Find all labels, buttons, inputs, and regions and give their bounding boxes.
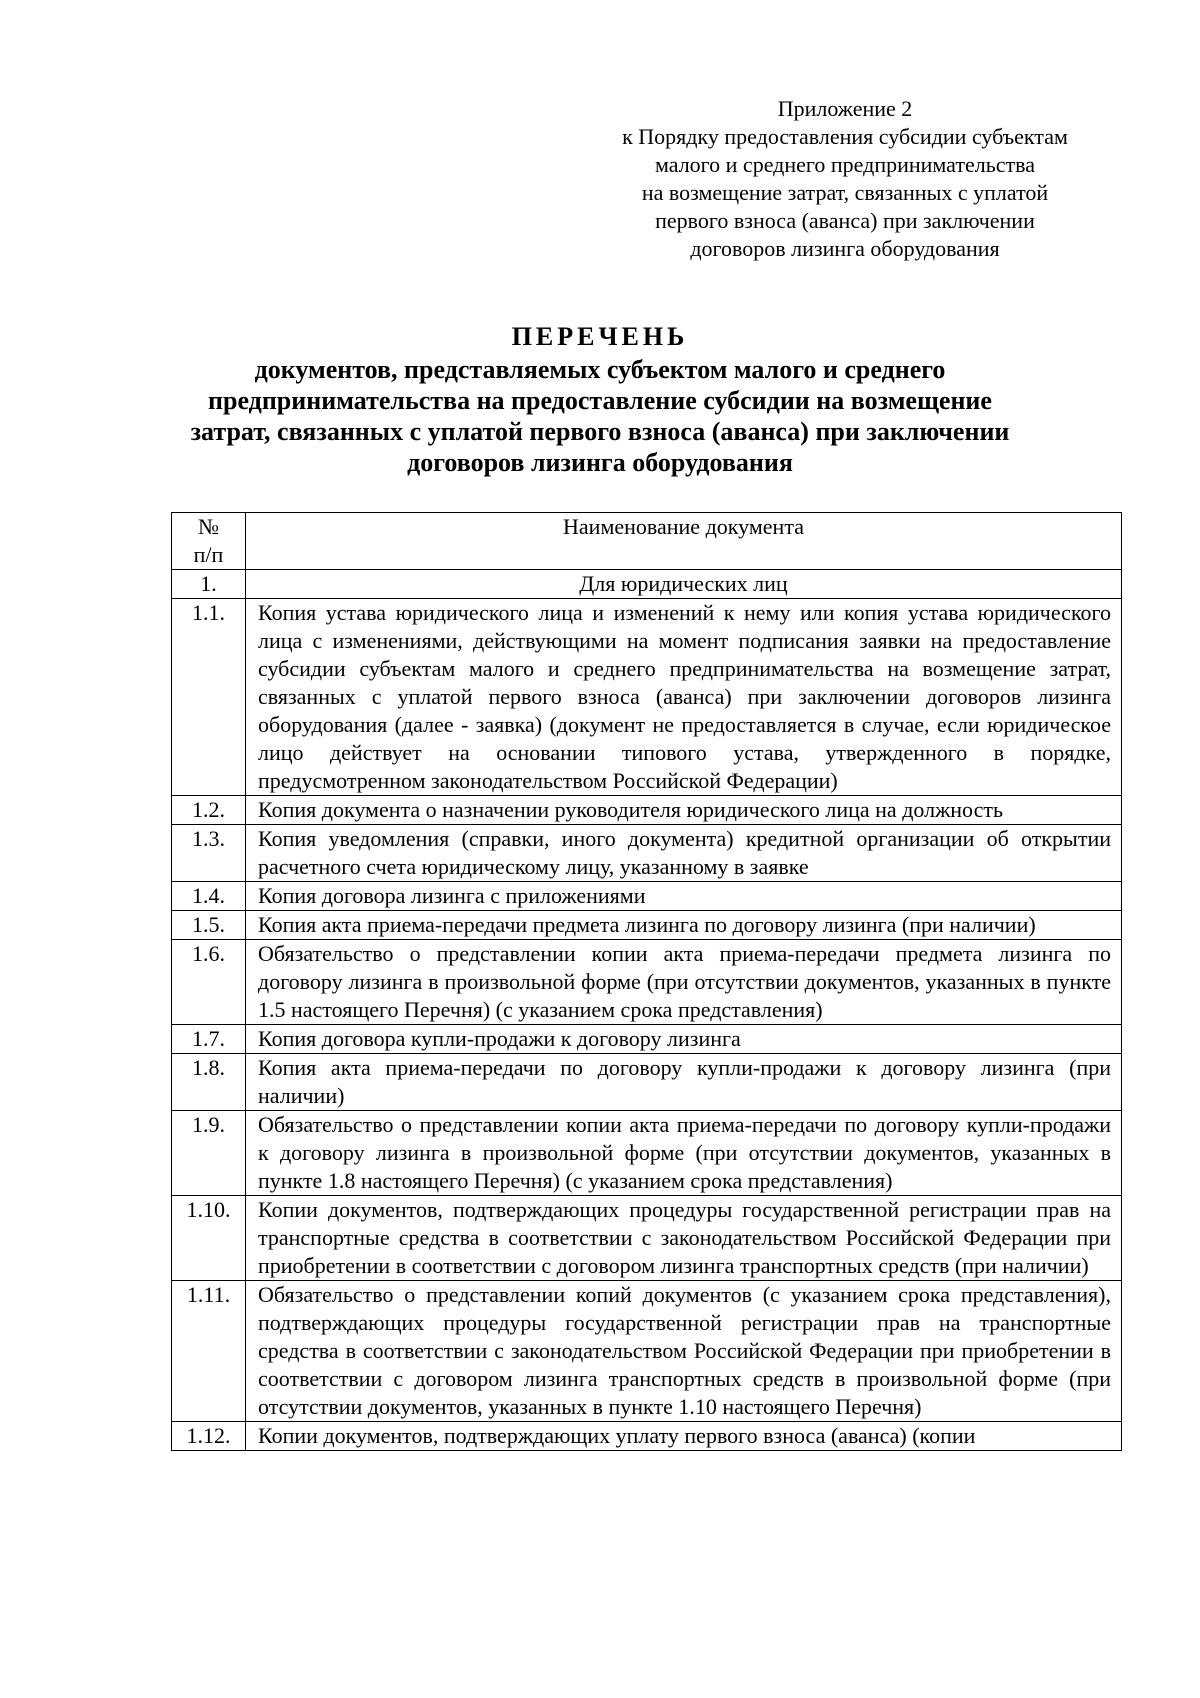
row-text: Копия акта приема-передачи предмета лизинга по договору лизинга (при наличии) [258, 912, 1036, 937]
header-num-line: № [198, 514, 219, 539]
row-text: Копия акта приема-передачи по договору купли-продажи к договору лизинга (при наличии) [258, 1055, 1111, 1108]
table-row [172, 1422, 1122, 1451]
row-text: Обязательство о представлении копии акта приема-передачи предмета лизинга по договору лизинга в произвольной форме (при отсутствии документов, указанных в пункте 1.5 настоящего Перечня) (с указанием срока представления) [258, 941, 1111, 1022]
title-subtitle-line: документов, представляемых субъектом малого и среднего [254, 355, 946, 384]
section-row [172, 570, 1122, 599]
title-subtitle [150, 354, 1050, 478]
header-num-cell [172, 513, 246, 570]
row-text: Обязательство о представлении копий документов (с указанием срока представления), подтверждающих процедуры государственной регистрации прав на транспортные средства в соответствии с законодательством Российской Федерации при приобретении в соответствии с договором лизинга транспортных средств в произвольной форме (при отсутствии документов, указанных в пункте 1.10 настоящего Перечня) [258, 1282, 1111, 1419]
appendix-line: договоров лизинга оборудования [690, 236, 1000, 261]
header-name-cell [246, 513, 1122, 570]
row-num: 1.7. [172, 1025, 246, 1054]
table-row [172, 1025, 1122, 1054]
appendix-line: малого и среднего предпринимательства [654, 152, 1036, 177]
appendix-line: на возмещение затрат, связанных с уплатой [641, 180, 1049, 205]
row-text: Копия уведомления (справки, иного документа) кредитной организации об открытии расчетного счета юридическому лицу, указанному в заявке [258, 826, 1111, 879]
row-num: 1.1. [172, 599, 246, 796]
appendix-header [590, 95, 1100, 263]
header-num-line: п/п [193, 542, 224, 567]
row-text: Обязательство о представлении копии акта приема-передачи по договору купли-продажи к договору лизинга в произвольной форме (при отсутствии документов, указанных в пункте 1.8 настоящего Перечня) (с указанием срока представления) [258, 1112, 1111, 1193]
row-num: 1.6. [172, 940, 246, 1025]
document-title [150, 320, 1050, 478]
row-num: 1.12. [172, 1422, 246, 1451]
row-text: Копия договора лизинга с приложениями [258, 883, 646, 908]
row-num: 1.8. [172, 1054, 246, 1111]
appendix-line: Приложение 2 [777, 96, 913, 121]
row-num: 1.11. [172, 1281, 246, 1422]
title-subtitle-line: затрат, связанных с уплатой первого взноса (аванса) при заключении [190, 417, 1010, 446]
table-row [172, 1281, 1122, 1422]
table-row [172, 940, 1122, 1025]
row-num: 1.5. [172, 911, 246, 940]
row-num: 1.10. [172, 1196, 246, 1281]
row-num: 1.4. [172, 882, 246, 911]
appendix-line: к Порядку предоставления субсидии субъектам [622, 124, 1068, 149]
table-row [172, 599, 1122, 796]
title-subtitle-line: предпринимательства на предоставление субсидии на возмещение [208, 386, 992, 415]
table-row [172, 882, 1122, 911]
appendix-line: первого взноса (аванса) при заключении [655, 208, 1035, 233]
title-main: ПЕРЕЧЕНЬ [511, 322, 689, 351]
row-num: 1.2. [172, 796, 246, 825]
row-num: 1.3. [172, 825, 246, 882]
row-text: Копии документов, подтверждающих процедуры государственной регистрации прав на транспортные средства в соответствии с законодательством Российской Федерации при приобретении в соответствии с договором лизинга транспортных средств (при наличии) [258, 1197, 1111, 1278]
table-row [172, 1111, 1122, 1196]
table-row [172, 911, 1122, 940]
table-row [172, 825, 1122, 882]
section-num: 1. [172, 570, 246, 599]
title-subtitle-line: договоров лизинга оборудования [407, 448, 793, 477]
row-text: Копия договора купли-продажи к договору лизинга [258, 1026, 741, 1051]
documents-table [171, 512, 1122, 1451]
table-row [172, 1196, 1122, 1281]
row-text: Копия документа о назначении руководителя юридического лица на должность [258, 797, 1004, 822]
table-row [172, 1054, 1122, 1111]
header-name: Наименование документа [563, 514, 804, 539]
table-row [172, 796, 1122, 825]
row-text: Копия устава юридического лица и изменений к нему или копия устава юридического лица с изменениями, действующими на момент подписания заявки на предоставление субсидии субъектам малого и среднего предпринимательства на возмещение затрат, связанных с уплатой первого взноса (аванса) при заключении договоров лизинга оборудования (далее - заявка) (документ не предоставляется в случае, если юридическое лицо действует на основании типового устава, утвержденного в порядке, предусмотренном законодательством Российской Федерации) [258, 600, 1111, 793]
row-text: Копии документов, подтверждающих уплату первого взноса (аванса) (копии [258, 1423, 976, 1448]
section-label: Для юридических лиц [246, 570, 1122, 599]
table-header-row [172, 513, 1122, 570]
row-num: 1.9. [172, 1111, 246, 1196]
